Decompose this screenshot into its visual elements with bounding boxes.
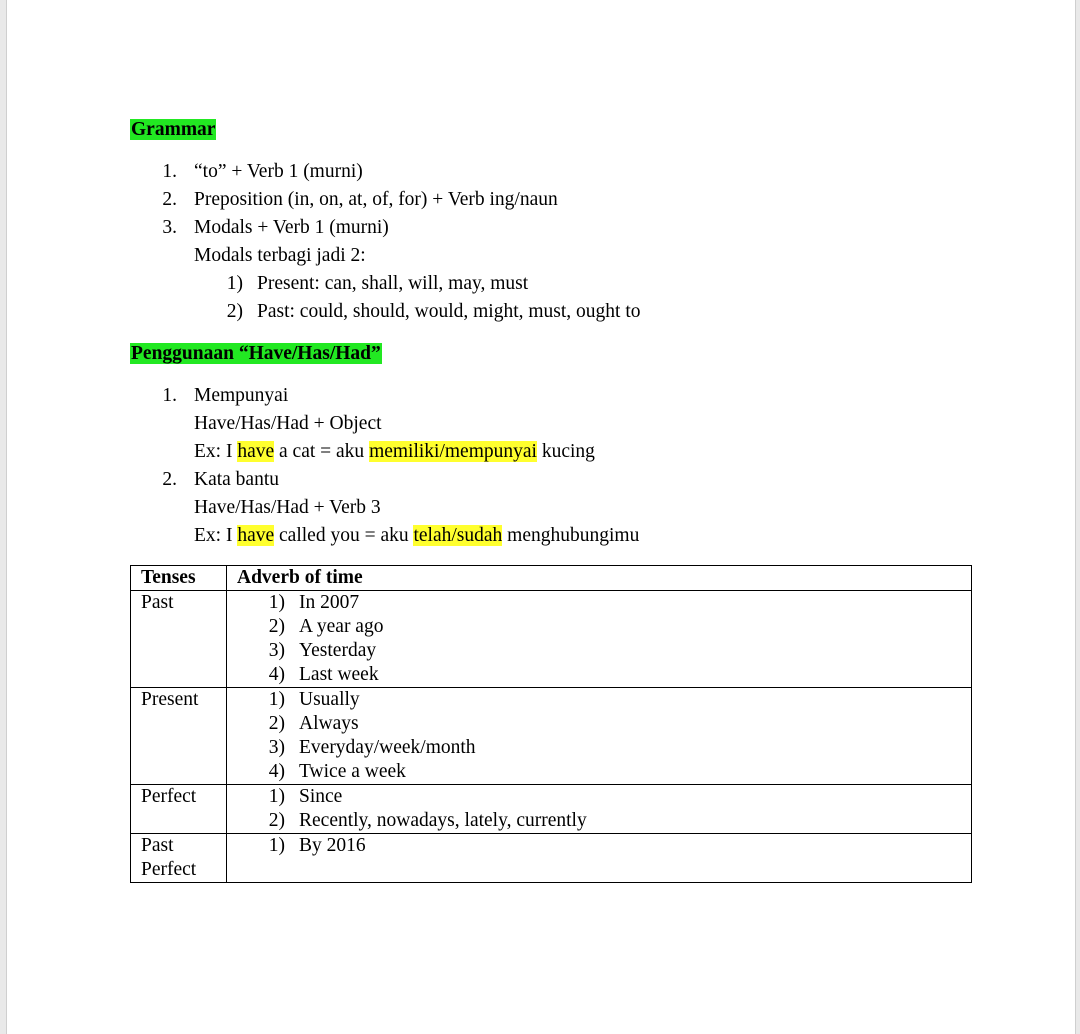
list-item-text: Modals + Verb 1 (murni) — [194, 217, 389, 238]
example-line — [194, 440, 595, 464]
example-middle: called you = aku — [274, 525, 414, 546]
adverb-text: Twice a week — [299, 761, 406, 782]
adverb-text: Everyday/week/month — [299, 737, 476, 758]
tense-name: Past — [141, 592, 174, 613]
table-row — [131, 785, 972, 834]
list-item — [227, 736, 971, 760]
adverb-list — [227, 785, 971, 833]
sub-list-item-text: Present: can, shall, will, may, must — [257, 273, 529, 294]
adverb-text: Usually — [299, 689, 360, 710]
adverb-number: 1) — [268, 689, 285, 710]
list-item — [227, 834, 971, 858]
list-item — [154, 216, 177, 240]
tense-name: Past — [141, 835, 174, 856]
sub-list-item — [219, 300, 243, 324]
list-item — [227, 591, 971, 615]
list-item-text: Mempunyai — [194, 385, 289, 406]
have-heading-text: Penggunaan “Have/Has/Had” — [131, 343, 381, 364]
adverb-text: Yesterday — [299, 640, 377, 661]
list-item — [227, 809, 971, 833]
adverb-text: Always — [299, 713, 359, 734]
example-prefix: Ex: I — [194, 525, 238, 546]
list-item — [154, 384, 177, 408]
adverb-text: Last week — [299, 664, 379, 685]
tense-cell — [131, 785, 227, 834]
list-item — [227, 712, 971, 736]
adverb-cell — [227, 834, 972, 883]
list-item — [154, 468, 177, 492]
tense-cell — [131, 591, 227, 688]
highlighted-word: have — [237, 525, 275, 546]
tense-cell — [131, 688, 227, 785]
have-heading — [130, 342, 382, 366]
list-item-text: “to” + Verb 1 (murni) — [194, 161, 363, 182]
highlighted-word: memiliki/mempunyai — [369, 441, 537, 462]
adverb-cell — [227, 785, 972, 834]
adverb-number: 3) — [268, 640, 285, 661]
adverb-number: 4) — [268, 664, 285, 685]
adverb-number: 4) — [268, 761, 285, 782]
list-item — [227, 615, 971, 639]
adverb-list — [227, 834, 971, 858]
list-item — [227, 639, 971, 663]
tense-cell — [131, 834, 227, 883]
highlighted-word: have — [237, 441, 275, 462]
tense-name: Present — [141, 689, 199, 710]
highlighted-word: telah/sudah — [413, 525, 503, 546]
adverb-number: 3) — [268, 737, 285, 758]
sub-list-item-text: Past: could, should, would, might, must, ought to — [257, 301, 641, 322]
formula-text: Have/Has/Had + Object — [194, 413, 382, 434]
list-item — [154, 188, 177, 212]
tense-name: Perfect — [141, 859, 197, 880]
list-item — [227, 785, 971, 809]
adverb-list — [227, 591, 971, 687]
list-number: 3. — [162, 217, 177, 238]
document-page — [6, 0, 1076, 1034]
adverb-cell — [227, 591, 972, 688]
sub-list-number: 2) — [226, 301, 243, 322]
example-suffix: kucing — [536, 441, 595, 462]
adverb-text: In 2007 — [299, 592, 360, 613]
list-item-text: Preposition (in, on, at, of, for) + Verb ing/naun — [194, 189, 558, 210]
adverb-cell — [227, 688, 972, 785]
adverb-number: 2) — [268, 810, 285, 831]
grammar-heading — [130, 118, 216, 142]
table-row — [131, 688, 972, 785]
list-item — [227, 688, 971, 712]
adverb-number: 1) — [268, 592, 285, 613]
list-number: 2. — [162, 189, 177, 210]
table-header-adverb: Adverb of time — [227, 566, 972, 591]
adverb-number: 2) — [268, 616, 285, 637]
example-line — [194, 524, 639, 548]
formula-text: Have/Has/Had + Verb 3 — [194, 497, 381, 518]
list-item — [227, 760, 971, 784]
modals-note: Modals terbagi jadi 2: — [194, 245, 366, 266]
sub-list-number: 1) — [226, 273, 243, 294]
table-row — [131, 591, 972, 688]
list-item-text: Kata bantu — [194, 469, 280, 490]
list-item — [154, 160, 177, 184]
adverb-text: Since — [299, 786, 343, 807]
table-header-row — [131, 566, 972, 591]
tense-name: Perfect — [141, 786, 197, 807]
list-item — [227, 663, 971, 687]
adverb-number: 1) — [268, 786, 285, 807]
adverb-text: A year ago — [299, 616, 384, 637]
list-number: 2. — [162, 469, 177, 490]
grammar-heading-text: Grammar — [131, 119, 216, 140]
example-prefix: Ex: I — [194, 441, 238, 462]
list-number: 1. — [162, 161, 177, 182]
adverb-text: By 2016 — [299, 835, 366, 856]
example-suffix: menghubungimu — [502, 525, 640, 546]
tenses-table — [130, 565, 972, 883]
table-row — [131, 834, 972, 883]
adverb-number: 1) — [268, 835, 285, 856]
adverb-text: Recently, nowadays, lately, currently — [299, 810, 587, 831]
example-middle: a cat = aku — [274, 441, 370, 462]
adverb-number: 2) — [268, 713, 285, 734]
list-number: 1. — [162, 385, 177, 406]
table-header-tenses: Tenses — [131, 566, 227, 591]
adverb-list — [227, 688, 971, 784]
sub-list-item — [219, 272, 243, 296]
